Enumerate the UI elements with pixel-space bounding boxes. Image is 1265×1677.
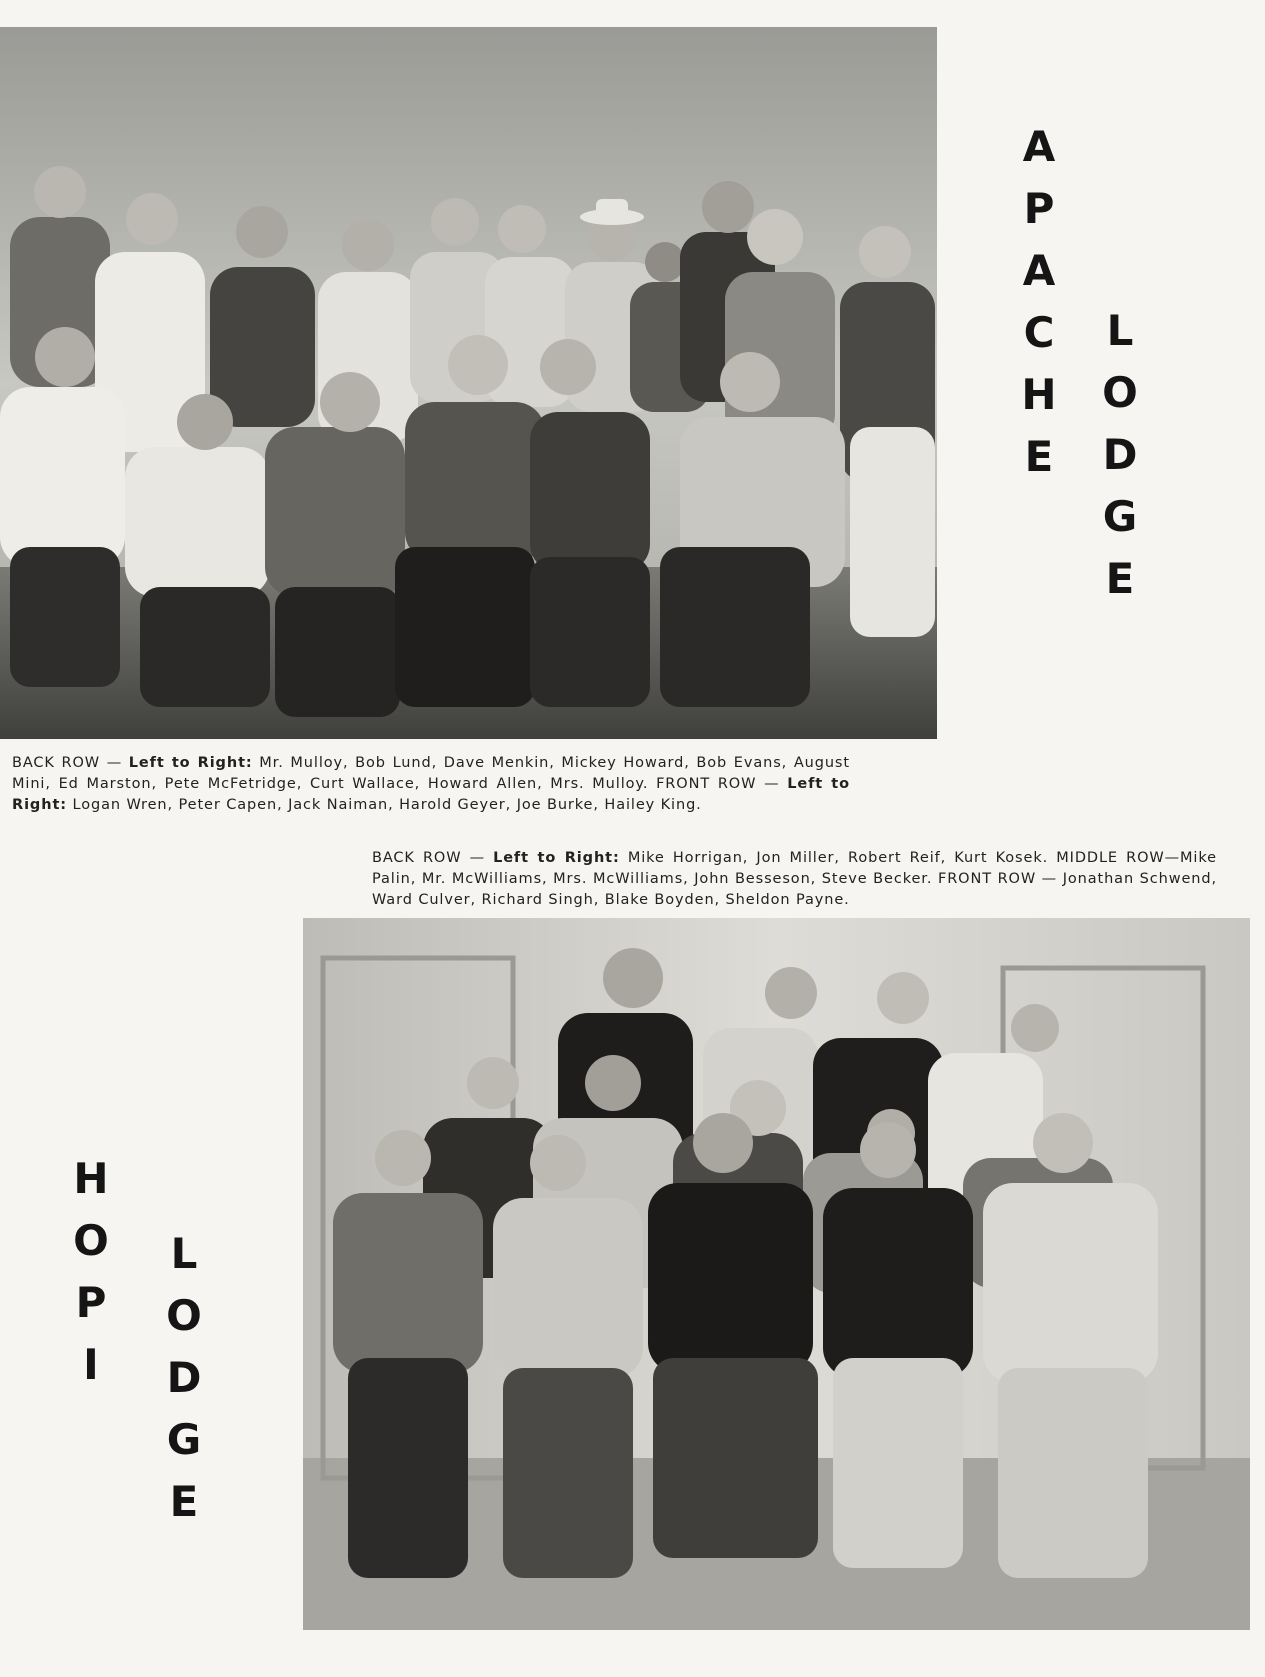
- lodge-letter: L: [170, 1229, 198, 1278]
- lodge-letter: D: [166, 1353, 202, 1402]
- lodge-letter: G: [1102, 492, 1138, 541]
- back-row-names: Mike Horrigan, Jon Miller, Robert Reif, Kurt Kosek.: [619, 850, 1057, 866]
- front-row-names: Logan Wren, Peter Capen, Jack Naiman, Harold Geyer, Joe Burke, Hailey King.: [66, 797, 702, 813]
- apache-photo-image: [0, 27, 937, 739]
- hopi-lodge-group-photo: [303, 918, 1250, 1630]
- apache-letter: A: [1022, 246, 1056, 295]
- front-row-label: FRONT ROW —: [937, 871, 1063, 887]
- lodge-letter: G: [166, 1415, 202, 1464]
- lodge-letter: O: [1102, 368, 1138, 417]
- back-row-label: BACK ROW —: [12, 755, 129, 771]
- apache-lodge-group-photo: [0, 27, 937, 739]
- lodge-letter: L: [1106, 306, 1134, 355]
- left-to-right-label: Left to Right:: [128, 755, 253, 771]
- lodge-letter: O: [166, 1291, 202, 1340]
- left-to-right-label: Left to Right:: [493, 850, 620, 866]
- back-row-names: Mr. Mulloy, Bob Lund, Dave Menkin, Mickey Howard, Bob Evans, August Mini, Ed Marston, Pete McFetridge, Curt Wallace, Howard Allen, Mrs. Mulloy.: [12, 755, 850, 792]
- back-row-label: BACK ROW —: [372, 850, 494, 866]
- hopi-photo-image: [303, 918, 1250, 1630]
- hopi-caption: [372, 848, 1217, 911]
- apache-heading: [1018, 116, 1060, 488]
- apache-caption: [12, 753, 850, 816]
- hopi-lodge-heading: [162, 1223, 206, 1533]
- lodge-letter: E: [169, 1477, 199, 1526]
- lodge-letter: E: [1105, 554, 1135, 603]
- front-row-label: FRONT ROW —: [656, 776, 788, 792]
- lodge-letter: D: [1102, 430, 1138, 479]
- hopi-letter: O: [73, 1216, 109, 1265]
- apache-lodge-heading: [1098, 300, 1142, 610]
- apache-letter: C: [1023, 308, 1055, 357]
- apache-letter: E: [1024, 432, 1054, 481]
- apache-letter: A: [1022, 122, 1056, 171]
- middle-row-names: Mike Palin, Mr. McWilliams, Mrs. McWilliams, John Besseson, Steve Becker.: [372, 850, 1217, 887]
- front-row-names: Jonathan Schwend, Ward Culver, Richard Singh, Blake Boyden, Sheldon Payne.: [372, 871, 1217, 908]
- hopi-heading: [70, 1148, 112, 1396]
- hopi-letter: P: [75, 1278, 107, 1327]
- middle-row-label: MIDDLE ROW—: [1056, 850, 1181, 866]
- hopi-letter: H: [73, 1154, 109, 1203]
- hopi-letter: I: [83, 1340, 99, 1389]
- apache-letter: H: [1021, 370, 1057, 419]
- left-to-right-label: Left to Right:: [12, 776, 850, 813]
- apache-letter: P: [1023, 184, 1055, 233]
